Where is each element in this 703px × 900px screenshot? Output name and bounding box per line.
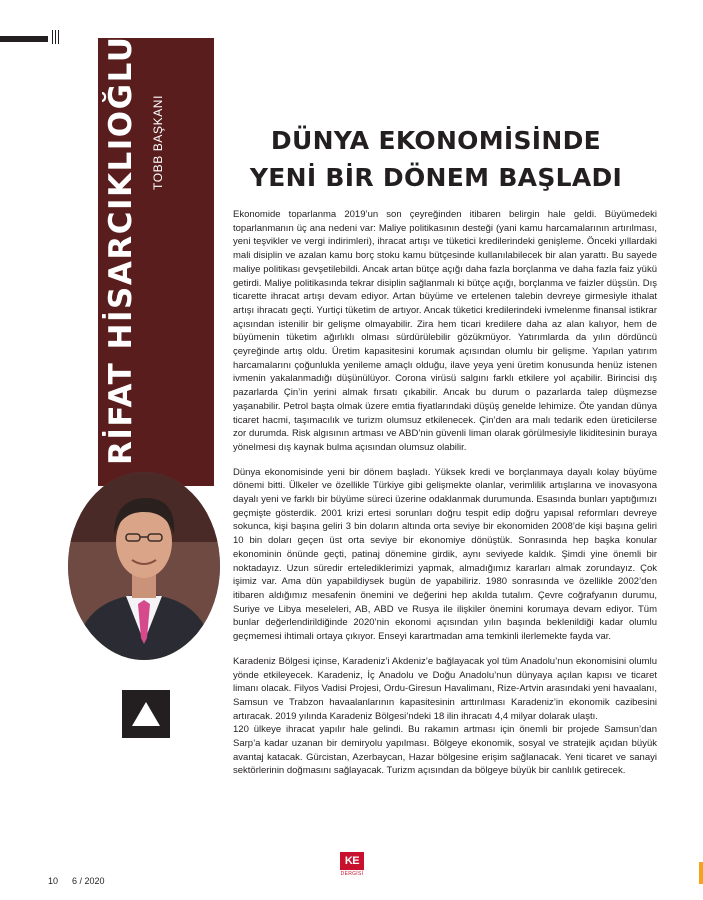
author-portrait [68, 472, 220, 660]
article-paragraph: Dünya ekonomisinde yeni bir dönem başladı. Yüksek kredi ve borçlanmaya dayalı kolay büyüme dönemi bitti. Ülkeler ve özellikle Türkiye gibi gelişmekte olanlar, verimlilik artışlarına ve inovasyona dayalı yeni ve farklı bir büyüme süreci üzerine odaklanmak durumunda. Esasında bunları yaptığımızı geçmişte gösterdik. 2001 krizi ertesi sorunları doğru tespit edip doğru yapısal reformları devreye sokunca, kişi başına geliri 3 bin doların altında orta seviye bir ekonomiden 2008’de kişi başına geliri 10 bin doları geçen üst orta seviye bir ekonomiye dönüştük. Sonrasında hep başka konular ekonominin önünde geçti, patinaj dönemine girdik, aynı seviyede kaldık. Şimdi yine önemli bir noktadayız. Uzun süredir ertelediklerimizi yapmak, almadığımız kararları almak zorundayız. Çok işimiz var. Ama dün yapabildiysek bugün de yapabiliriz. 1980 sonrasında ve özellikle 2002’den itibaren aldığımız mesafenin önemini ve değerini hep akılda tutalım. Çevre coğrafyanın durumu, Suriye ve Libya meseleleri, AB, ABD ve Rusya ile ilişkiler önemini korumaya devam ediyor. Tüm bunlar değerlendirildiğinde 2020’nin ekonomi açısından yılın başında beklenildiği kadar olumlu geçmemesi ihtimali ortaya çıkıyor. Enseyi karartmadan ama temkinli ilerlemekte fayda var. [233, 466, 657, 643]
corner-tick-mark [55, 30, 56, 44]
corner-decoration-bar [0, 36, 48, 42]
issue-date: 6 / 2020 [72, 876, 105, 886]
page-edge-tab [699, 862, 703, 884]
logo-mark: KE [340, 852, 364, 870]
article-body [233, 208, 657, 778]
author-name: RİFAT HİSARCIKLIOĞLU [103, 35, 139, 465]
author-role: TOBB BAŞKANI [151, 94, 165, 190]
headline-line-1: DÜNYA EKONOMİSİNDE [270, 126, 602, 155]
headline-line-2: YENİ BİR DÖNEM BAŞLADI [249, 163, 623, 192]
person-portrait-icon [68, 472, 220, 660]
magazine-logo [340, 852, 364, 878]
article-paragraph: Karadeniz Bölgesi içinse, Karadeniz’i Akdeniz’e bağlayacak yol tüm Anadolu’nun ekonomisini olumlu yönde etkileyecek. Karadeniz, İç Anadolu ve Doğu Anadolu’nun dünyaya açılan kapısı ve ticaret limanı olacak. Filyos Vadisi Projesi, Ordu-Giresun Havalimanı, Rize-Artvin arasındaki yeni havaalanı, Samsun ve Trabzon havaalanlarının kapasitesinin arttırılması Karadeniz’in ekonomik cazibesini artıracak. 2019 yılında Karadeniz Bölgesi’ndeki 18 ilin ihracatı 4,4 milyar dolarak ulaştı. 120 ülkeye ihracat yapılır hale gelindi. Bu rakamın artması için önemli bir projede Samsun’dan Sarp’a kadar uzanan bir demiryolu yapılması. Bölgeye ekonomik, sosyal ve stratejik açıdan büyük avantaj katacak. Gürcistan, Azerbaycan, Hazar bölgesine erişim sağlanacak. Yeni ticaret ve sanayi sektörlerinin doğmasını sağlayacak. Turizm açısından da bölgeye büyük bir canlılık getirecek. [233, 655, 657, 777]
page-number: 10 [48, 876, 59, 886]
article-headline [226, 122, 646, 196]
triangle-up-icon [122, 690, 170, 738]
corner-tick-mark [52, 30, 53, 44]
corner-tick-mark [58, 30, 59, 44]
logo-subtitle: DERGİSİ [340, 871, 364, 877]
article-paragraph: Ekonomide toparlanma 2019’un son çeyreğinden itibaren belirgin hale geldi. Büyümedeki toparlanmanın üç ana nedeni var: Maliye politikasının desteği (yani kamu harcamalarının artırılması, yeni teşvikler ve vergi indirimleri), ihracat artışı ve tüketici kredilerindeki genişleme. Önceki yıllardaki mali disiplin ve azalan kamu borç stoku kamu bütçesinde kullanılabilecek bir alan yarattı. Bu sayede maliye politikası gevşetilebildi. Ancak artan bütçe açığı daha fazla borçlanma ve daha fazla faiz yükü getirdi. Maliye politikasında tekrar disiplin sağlanmalı ki bütçe açığı, borçlanma ve faizler düşsün. Dış ticarette ihracat artışı devam ediyor. Artan büyüme ve ertelenen talebin devreye girmesiyle ithalat artışı ihracatı geçti. Yurtiçi tüketim de artıyor. Ancak tüketici kredilerindeki ivmelenme finansal istikrar açısından istenilir bir gelişme olmayabilir. Zira hem ticari kredilere daha az alan kalıyor, hem de büyümenin tüketim ağırlıklı olması sürdürülebilir gözükmüyor. Yatırımlarda da yılın dördüncü çeyreğinde artış oldu. Üretim kapasitesini korumak açısından olumlu bir gelişme. Yapılan yatırım harcamalarını çoğunlukla yenileme amaçlı olduğu, ilave yeya yeni üretim konusunda henüz istenen ivmenin yakalanmadığı düşünülüyor. Corona virüsü salgını farklı etkilere yol açabilir. Birincisi dış pazarlarda Çin’in yerini almak fırsatı çıkabilir. Ancak bu durum o pazarlarda talep düşmezse yaşanabilir. Petrol başta olmak üzere emtia fiyatlarındaki düşüş genelde lehimize. Öte yandan dünya ticaret hacmi, taşımacılık ve turizm olumsuz etkilenecek. Çin’den ara malı tedarik eden üreticilerse zor durumda. Risk algısının artması ve ABD’nin güvenli liman olarak görülmesiyle likiditesinin buraya yönelmesi dış kaynak bulma açısından olumsuz olabilir. [233, 209, 657, 453]
